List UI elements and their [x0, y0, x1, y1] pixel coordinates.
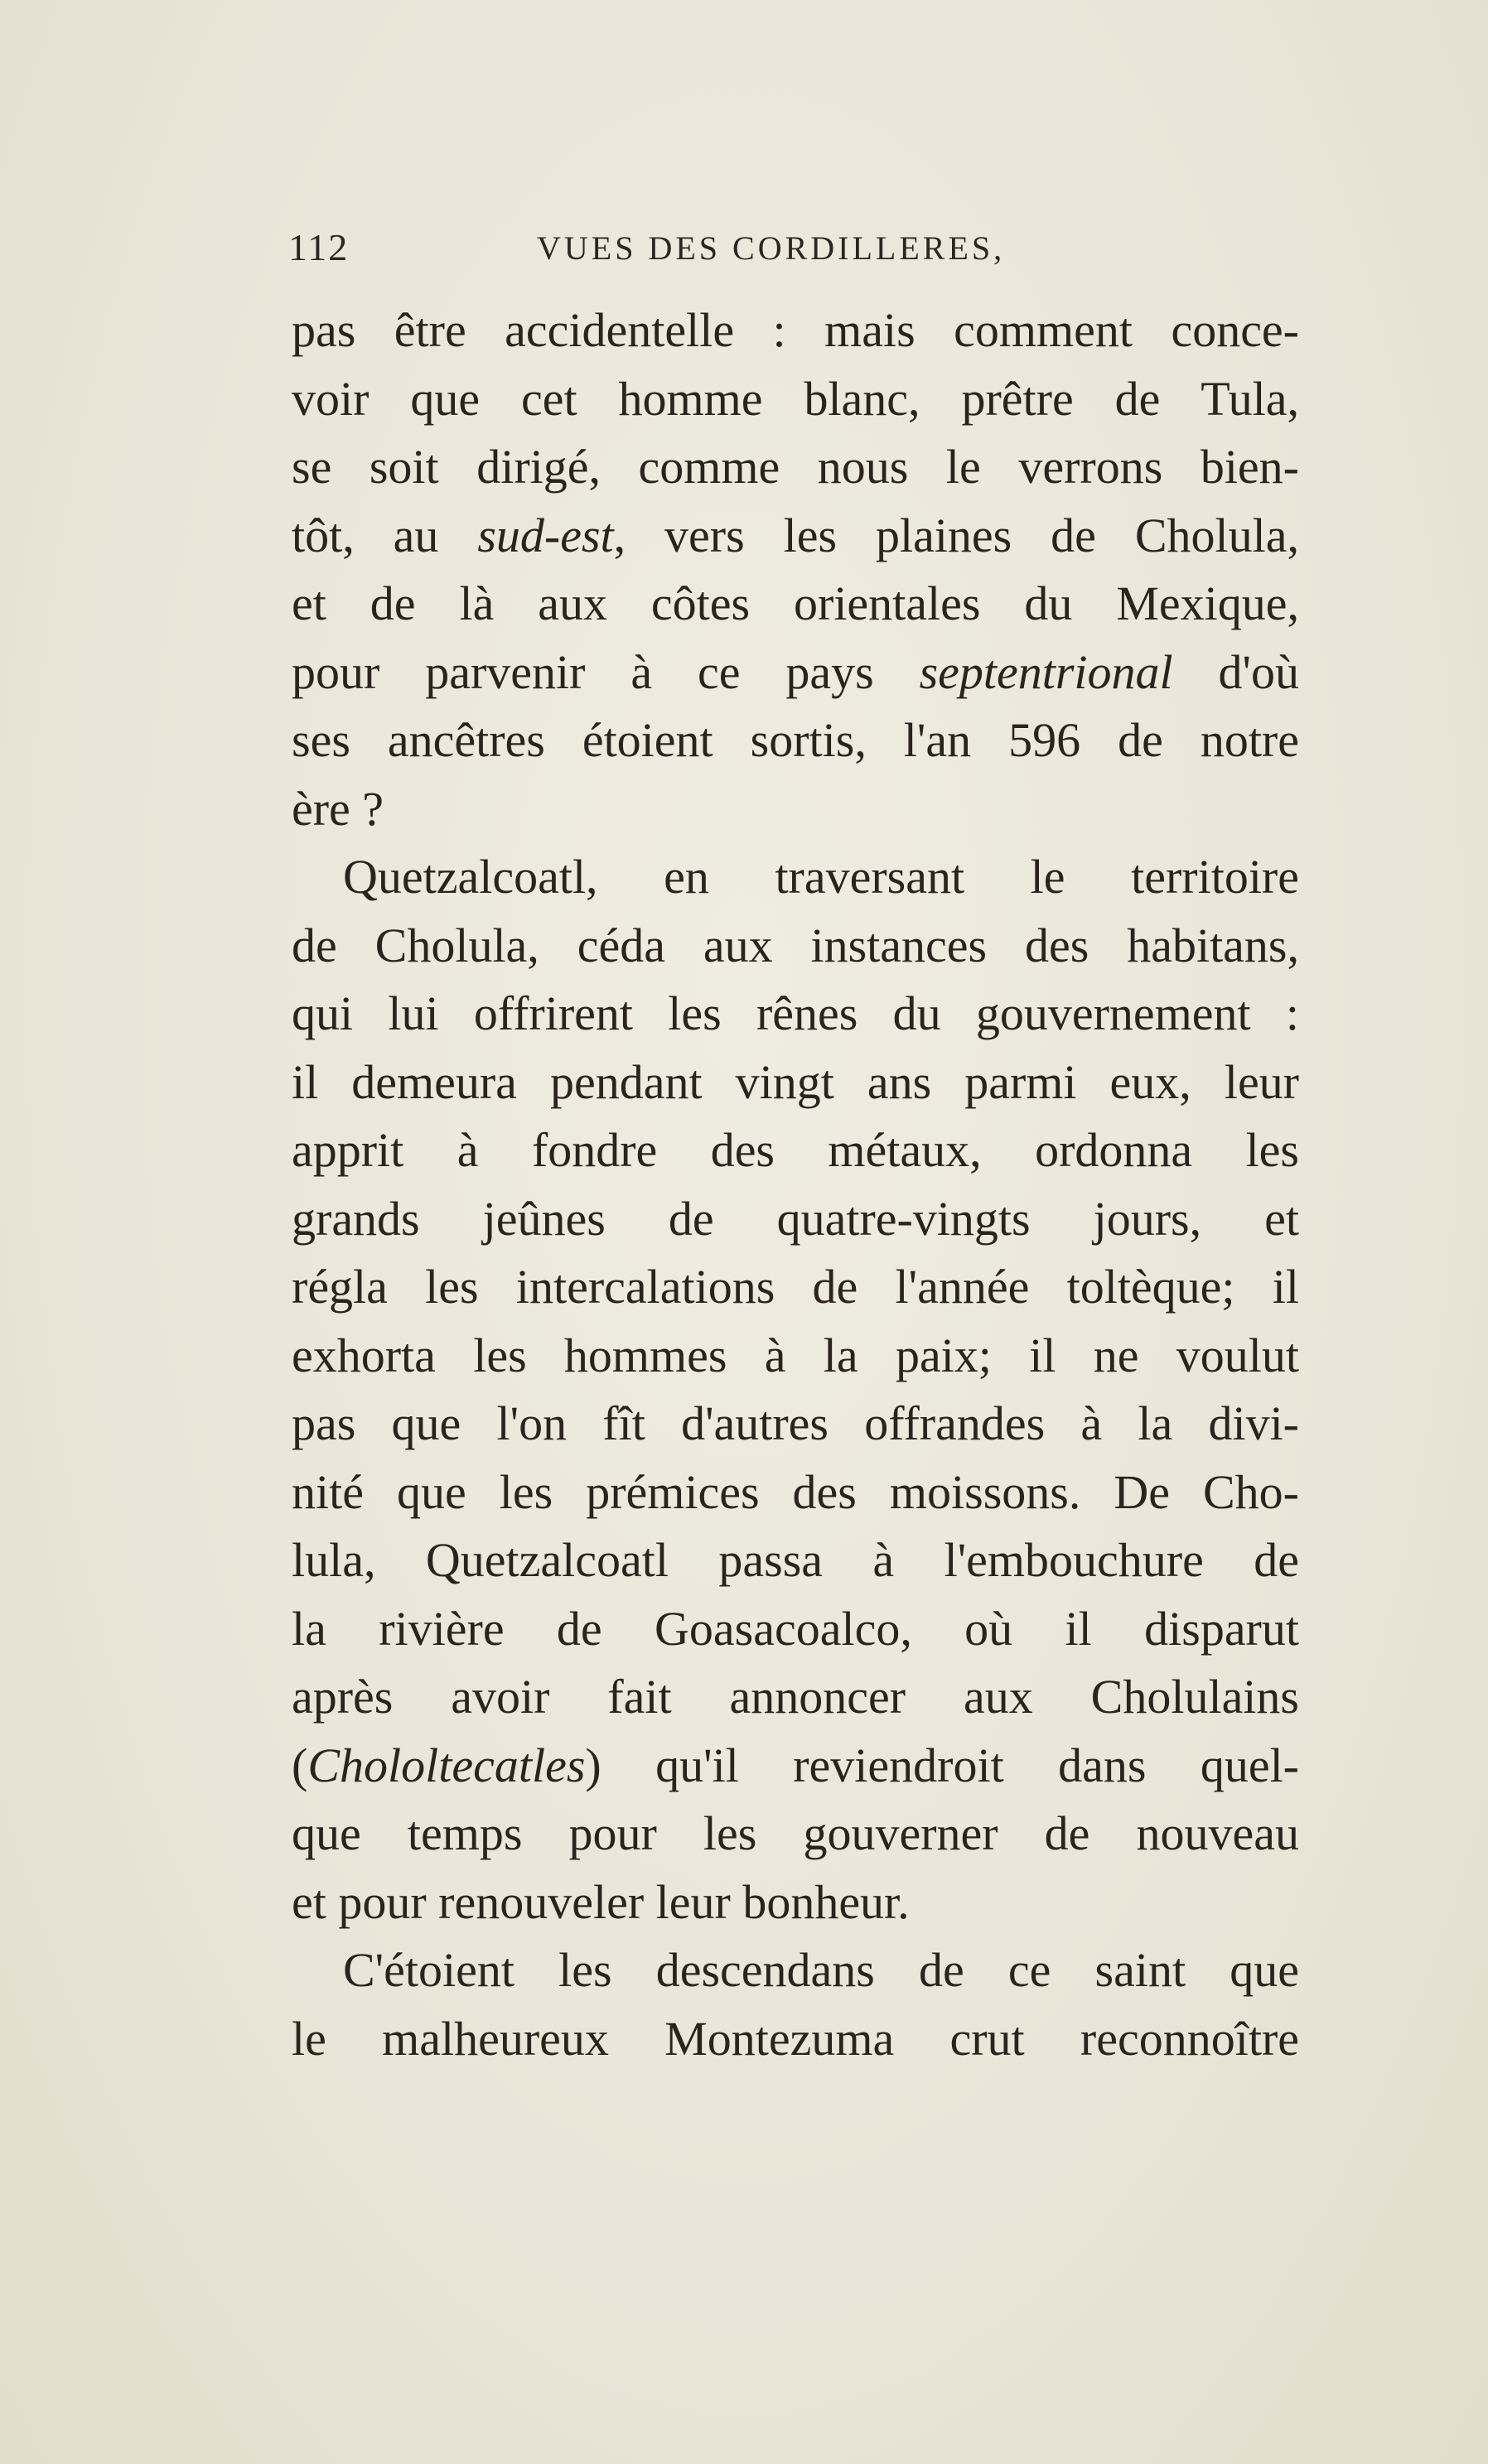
text-segment: ses ancêtres étoient sortis, l'an 596 de notre [292, 713, 1299, 767]
text-line [292, 1322, 1299, 1391]
text-line [292, 1595, 1299, 1664]
text-segment: apprit à fondre des métaux, ordonna les [292, 1123, 1299, 1177]
text-segment: régla les intercalations de l'année toltèque; il [292, 1260, 1299, 1314]
text-line [292, 2005, 1299, 2074]
text-segment: pas être accidentelle : mais comment conce- [292, 303, 1299, 357]
italic-text: septentrional [919, 644, 1173, 699]
text-segment: et pour renouveler leur bonheur. [292, 1874, 910, 1929]
text-line [292, 365, 1299, 434]
text-line [292, 775, 1299, 844]
text-line [292, 1049, 1299, 1117]
text-line [292, 912, 1299, 981]
text-line [292, 1390, 1299, 1459]
text-segment: Quetzalcoatl, en traversant le territoire [343, 850, 1299, 904]
text-segment: C'étoient les descendans de ce saint que [343, 1943, 1299, 1997]
text-segment: voir que cet homme blanc, prêtre de Tula, [292, 371, 1299, 426]
text-segment: exhorta les hommes à la paix; il ne voulut [292, 1328, 1299, 1382]
text-line [292, 1663, 1299, 1732]
italic-text: Chololtecatles [307, 1738, 586, 1792]
text-segment: d'où [1172, 644, 1299, 699]
text-segment: ) qu'il reviendroit dans quel- [585, 1738, 1299, 1792]
text-segment: grands jeûnes de quatre-vingts jours, et [292, 1191, 1299, 1246]
text-segment: lula, Quetzalcoatl passa à l'embouchure de [292, 1533, 1299, 1587]
text-line [292, 433, 1299, 502]
text-line [292, 1459, 1299, 1527]
running-title: VUES DES CORDILLERES, [537, 229, 1006, 267]
body-text [292, 297, 1299, 2073]
page-number: 112 [288, 226, 350, 268]
text-line [292, 570, 1299, 639]
text-segment: que temps pour les gouverner de nouveau [292, 1806, 1299, 1860]
text-segment: de Cholula, céda aux instances des habitans, [292, 918, 1299, 972]
text-segment: pas que l'on fît d'autres offrandes à la divi- [292, 1396, 1299, 1450]
page-header [288, 225, 1117, 283]
text-line [292, 843, 1299, 912]
text-segment: tôt, au [292, 508, 478, 562]
text-line [292, 1185, 1299, 1254]
text-line [292, 1800, 1299, 1868]
text-segment: le malheureux Montezuma crut reconnoître [292, 2011, 1299, 2066]
text-line [292, 980, 1299, 1049]
text-line [292, 1732, 1299, 1801]
text-line [292, 639, 1299, 707]
text-line [292, 1868, 1299, 1937]
text-line [292, 297, 1299, 365]
text-segment: il demeura pendant vingt ans parmi eux, leur [292, 1054, 1299, 1109]
text-segment: pour parvenir à ce pays [292, 644, 920, 699]
text-segment: après avoir fait annoncer aux Cholulains [292, 1670, 1299, 1724]
text-line [292, 1936, 1299, 2005]
text-segment: et de là aux côtes orientales du Mexique, [292, 576, 1299, 630]
text-segment: ère ? [292, 781, 384, 836]
text-segment: nité que les prémices des moissons. De Cho- [292, 1464, 1299, 1519]
text-line [292, 502, 1299, 571]
text-segment: se soit dirigé, comme nous le verrons bien- [292, 440, 1299, 494]
text-line [292, 1116, 1299, 1185]
text-line [292, 1253, 1299, 1322]
text-segment: , vers les plaines de Cholula, [613, 508, 1299, 562]
text-line [292, 706, 1299, 775]
italic-text: sud-est [477, 508, 614, 562]
text-line [292, 1526, 1299, 1595]
text-segment: ( [292, 1738, 308, 1792]
text-segment: la rivière de Goasacoalco, où il disparut [292, 1601, 1299, 1656]
text-segment: qui lui offrirent les rênes du gouvernement : [292, 986, 1299, 1040]
